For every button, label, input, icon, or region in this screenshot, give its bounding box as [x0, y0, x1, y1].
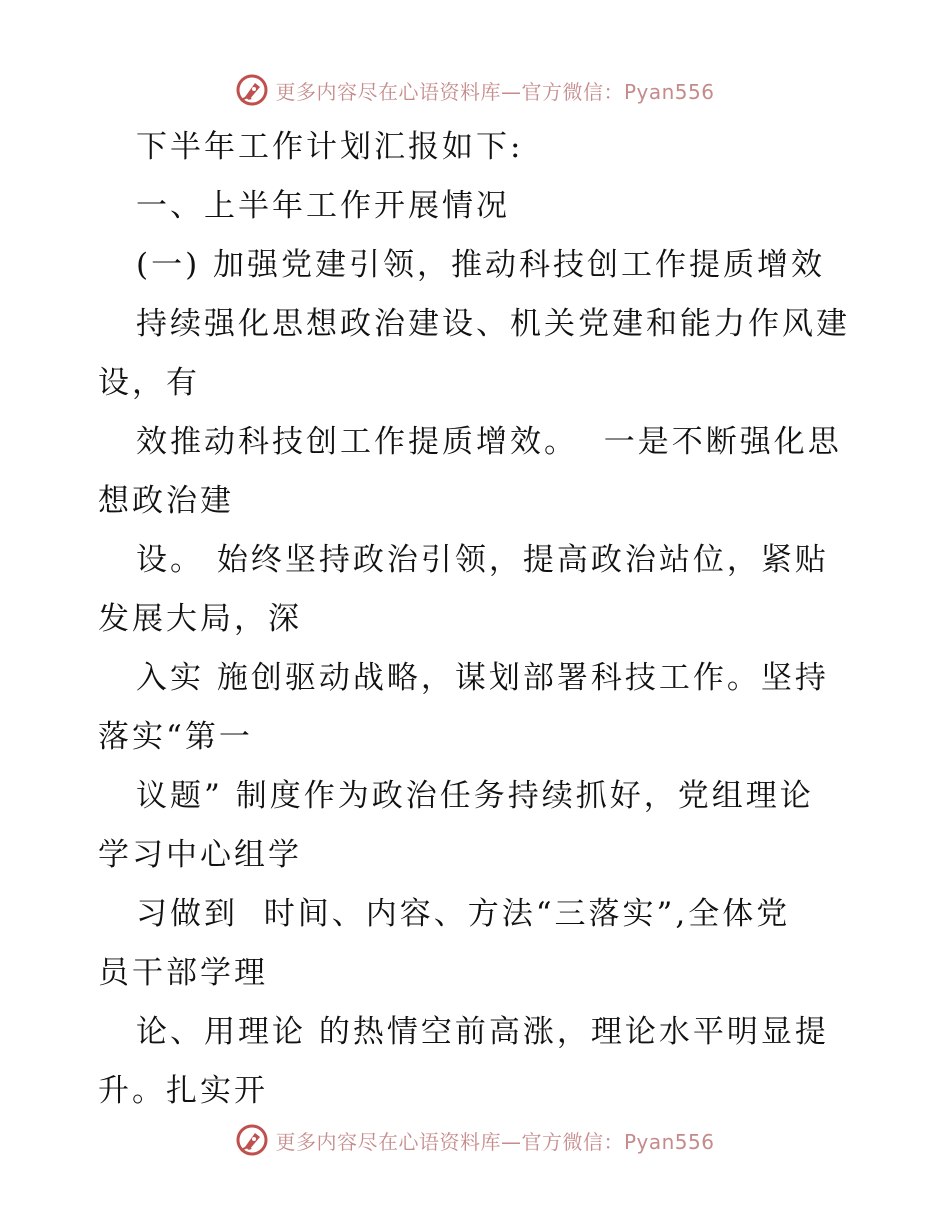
footer-watermark [0, 1120, 950, 1160]
pen-nib-logo-icon [235, 73, 269, 107]
text-line: 学习中心组学 [98, 837, 302, 873]
text-line: 想政治建 [98, 483, 234, 519]
subsection-heading: (一) 加强党建引领，推动科技创工作提质增效 [136, 247, 826, 283]
text-line: 升。扎实开 [98, 1073, 268, 1109]
text-line: 落实“第一 [98, 719, 253, 755]
text-line: 下半年工作计划汇报如下: [136, 129, 524, 165]
header-watermark-text: 更多内容尽在心语资料库—官方微信：Pyan556 [275, 79, 715, 104]
text-line: 持续强化思想政治建设、机关党建和能力作风建 [136, 306, 850, 342]
document-body [98, 118, 858, 1121]
text-line: 设。 始终坚持政治引领，提高政治站位，紧贴 [136, 542, 829, 578]
text-line: 员干部学理 [98, 955, 268, 991]
text-line: 发展大局，深 [98, 601, 302, 637]
header-watermark [0, 70, 950, 110]
text-line: 议题” 制度作为政治任务持续抓好，党组理论 [136, 778, 814, 814]
text-line: 效推动科技创工作提质增效。 一是不断强化思 [136, 424, 842, 460]
text-line: 习做到 时间、内容、方法“三落实”,全体党 [136, 896, 791, 932]
text-line: 论、用理论 的热情空前高涨，理论水平明显提 [136, 1014, 829, 1050]
footer-watermark-text: 更多内容尽在心语资料库—官方微信：Pyan556 [275, 1129, 715, 1154]
text-line: 入实 施创驱动战略，谋划部署科技工作。坚持 [136, 660, 829, 696]
text-line: 设，有 [98, 365, 200, 401]
pen-nib-logo-icon [235, 1123, 269, 1157]
section-heading: 一、上半年工作开展情况 [136, 188, 510, 224]
